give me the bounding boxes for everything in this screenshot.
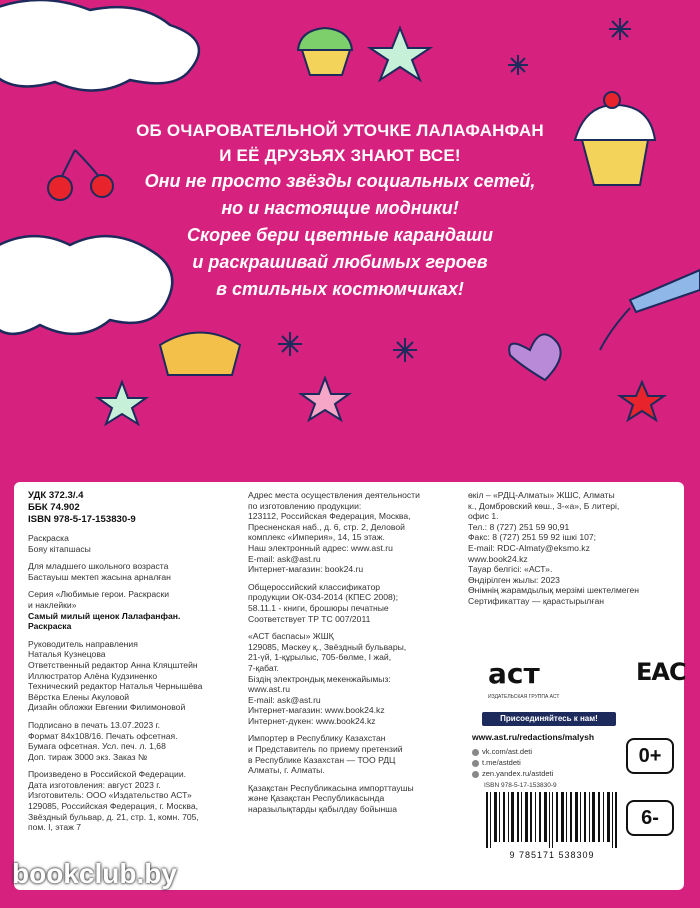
blurb-line: и раскрашивай любимых героев	[192, 252, 488, 272]
kazakh-line: 7-қабат.	[248, 662, 279, 673]
subscribe-banner[interactable]: Присоединяйтесь к нам!	[482, 712, 616, 726]
manufacturer-info: Изготовитель: ООО «Издательство АСТ»	[28, 790, 192, 801]
staff-line: Ответственный редактор Анна Кляцштейн	[28, 659, 198, 670]
telegram-icon	[472, 760, 479, 767]
importer-kz-line: және Қазақстан Республикасында	[248, 793, 385, 804]
blurb-line: в стильных костюмчиках!	[216, 279, 464, 299]
sparkle-icon	[278, 332, 302, 356]
kazakh-line: Интернет-магазин: www.book24.kz	[248, 705, 385, 716]
ast-logo	[488, 657, 560, 700]
representative-line: Сертификаттау — қарастырылған	[468, 595, 604, 606]
bbk-code: ББК 74.902	[28, 502, 80, 513]
address-line: Интернет-магазин: book24.ru	[248, 564, 364, 575]
blurb-line: ОБ ОЧАРОВАТЕЛЬНОЙ УТОЧКЕ ЛАЛАФАНФАН	[136, 121, 544, 140]
representative-line: өкіл – «РДЦ-Алматы» ЖШС, Алматы	[468, 490, 615, 500]
address-line: Пресненская наб., д. 6, стр. 2, Деловой	[248, 521, 405, 532]
address-line: комплекс «Империя», 14, 15 этаж.	[248, 532, 385, 543]
social-link-zen[interactable]: zen.yandex.ru/astdeti	[472, 768, 553, 779]
representative-line: Өндірілген жылы: 2023	[468, 574, 560, 585]
age-group: Бастауыш мектеп жасына арналған	[28, 571, 171, 582]
classifier-line: Соответствует ТР ТС 007/2011	[248, 613, 371, 624]
address-line: по изготовлению продукции:	[248, 500, 362, 511]
classifier-line: продукции ОК-034-2014 (КПЕС 2008);	[248, 592, 399, 603]
cupcake-icon	[575, 92, 655, 185]
social-links	[472, 746, 553, 779]
udk-code: УДК 372.3/.4	[28, 490, 84, 501]
zen-icon	[472, 771, 479, 778]
representative-line: Факс: 8 (727) 251 59 92 ішкі 107;	[468, 532, 597, 543]
logo-text: аст	[488, 657, 540, 690]
manufacturer-info: Дата изготовления: август 2023 г.	[28, 779, 161, 790]
classifier-line: 58.11.1 - книги, брошюры печатные	[248, 602, 389, 613]
barcode-isbn: ISBN 978-5-17-153830-9	[484, 782, 557, 789]
imprint-column-1	[28, 490, 238, 833]
importer-line: в Республике Казахстан — ТОО РДЦ	[248, 754, 396, 765]
print-info: Доп. тираж 3000 экз. Заказ №	[28, 751, 148, 762]
address-line: Адрес места осуществления деятельности	[248, 490, 420, 500]
website-link[interactable]: www.ast.ru/redactions/malysh	[472, 732, 595, 742]
manufacturer-info: 129085, Российская Федерация, г. Москва,	[28, 801, 199, 812]
print-info: Подписано в печать 13.07.2023 г.	[28, 719, 161, 730]
star-icon	[370, 28, 430, 80]
kazakh-line: Интернет-дүкен: www.book24.kz	[248, 715, 376, 726]
cover-blurb	[130, 118, 550, 303]
age-rating-badge: 6-	[626, 800, 674, 836]
representative-line: Тауар белгісі: «АСТ».	[468, 564, 553, 575]
cupcake-icon	[298, 28, 352, 75]
book-type: Бояу кітапшасы	[28, 543, 91, 554]
eac-mark: EAC	[636, 658, 686, 686]
book-title: Самый милый щенок Лалафанфан.	[28, 610, 181, 621]
staff-line: Дизайн обложки Евгении Филимоновой	[28, 702, 186, 713]
sparkle-icon	[508, 55, 528, 75]
classifier-line: Общероссийский классификатор	[248, 581, 381, 592]
kazakh-line: www.ast.ru	[248, 684, 291, 695]
representative-line: E-mail: RDC-Almaty@eksmo.kz	[468, 542, 590, 553]
blurb-line: но и настоящие модники!	[221, 198, 459, 218]
series: и наклейки»	[28, 599, 77, 610]
representative-line: офис 1.	[468, 511, 499, 522]
address-line: E-mail: ask@ast.ru	[248, 553, 321, 564]
manufacturer-info: Произведено в Российской Федерации.	[28, 769, 187, 780]
cherries-icon	[48, 150, 113, 200]
kazakh-line: E-mail: ask@ast.ru	[248, 694, 321, 705]
star-icon	[98, 382, 146, 424]
representative-line: www.book24.kz	[468, 553, 528, 564]
kazakh-line: «АСТ баспасы» ЖШҚ	[248, 631, 334, 642]
staff-line: Технический редактор Наталья Чернышёва	[28, 681, 203, 692]
staff-line: Руководитель направления	[28, 638, 138, 649]
kazakh-line: Біздің электрондық мекенжайымыз:	[248, 673, 391, 684]
age-group: Для младшего школьного возраста	[28, 561, 169, 572]
importer-line: Алматы, г. Алматы.	[248, 765, 325, 776]
staff-line: Иллюстратор Алёна Кудзиненко	[28, 670, 158, 681]
imprint-column-2	[248, 490, 458, 815]
staff-line: Наталья Кузнецова	[28, 649, 106, 660]
book-title: Раскраска	[28, 621, 72, 632]
kazakh-line: 21-үй, 1-құрылыс, 705-бөлме, I жай,	[248, 652, 392, 663]
watermark: bookclub.by	[12, 858, 177, 889]
address-line: 123112, Российская Федерация, Москва,	[248, 511, 411, 522]
manufacturer-info: пом. I, этаж 7	[28, 822, 82, 833]
isbn-code: ISBN 978-5-17-153830-9	[28, 514, 136, 525]
representative-line: Өнімнің жарамдылық мерзімі шектелмеген	[468, 585, 640, 596]
address-line: Наш электронный адрес: www.ast.ru	[248, 542, 393, 553]
series: Серия «Любимые герои. Раскраски	[28, 589, 170, 600]
print-info: Формат 84х108/16. Печать офсетная.	[28, 730, 178, 741]
staff-line: Вёрстка Елены Акуловой	[28, 691, 130, 702]
imprint-panel	[14, 482, 684, 890]
blurb-line: Они не просто звёзды социальных сетей,	[144, 171, 536, 191]
barcode-number: 9 785171 538309	[509, 850, 595, 860]
book-type: Раскраска	[28, 533, 69, 543]
print-info: Бумага офсетная. Усл. печ. л. 1,68	[28, 741, 166, 752]
importer-line: Импортер в Республику Казахстан	[248, 733, 386, 744]
importer-kz-line: Қазақстан Республикасына импорттаушы	[248, 782, 414, 793]
cloud-icon	[0, 0, 199, 91]
star-icon	[620, 382, 664, 420]
logo-tagline: ИЗДАТЕЛЬСКАЯ ГРУППА АСТ	[488, 694, 560, 700]
sparkle-icon	[609, 18, 631, 40]
pencil-icon	[600, 270, 700, 350]
barcode-icon	[482, 792, 620, 848]
pie-icon	[160, 333, 240, 376]
importer-kz-line: наразылықтарды қабылдау бойынша	[248, 804, 397, 815]
manufacturer-info: Звёздный бульвар, д. 21, стр. 1, комн. 705,	[28, 811, 199, 822]
representative-line: к., Домбровский көш., 3-«а», Б литері,	[468, 500, 620, 511]
sparkle-icon	[393, 338, 417, 362]
blurb-line: Скорее бери цветные карандаши	[187, 225, 493, 245]
representative-line: Тел.: 8 (727) 251 59 90,91	[468, 521, 570, 532]
social-link-vk[interactable]: vk.com/ast.deti	[472, 746, 553, 757]
star-icon	[301, 378, 349, 420]
social-link-telegram[interactable]: t.me/astdeti	[472, 757, 553, 768]
blurb-line: И ЕЁ ДРУЗЬЯХ ЗНАЮТ ВСЕ!	[219, 146, 461, 165]
age-rating-badge: 0+	[626, 738, 674, 774]
kazakh-line: 129085, Мәскеу қ., Звёздный бульвары,	[248, 641, 407, 652]
heart-icon	[509, 334, 560, 380]
vk-icon	[472, 749, 479, 756]
importer-line: и Представитель по приему претензий	[248, 744, 403, 755]
imprint-column-3	[468, 490, 674, 607]
